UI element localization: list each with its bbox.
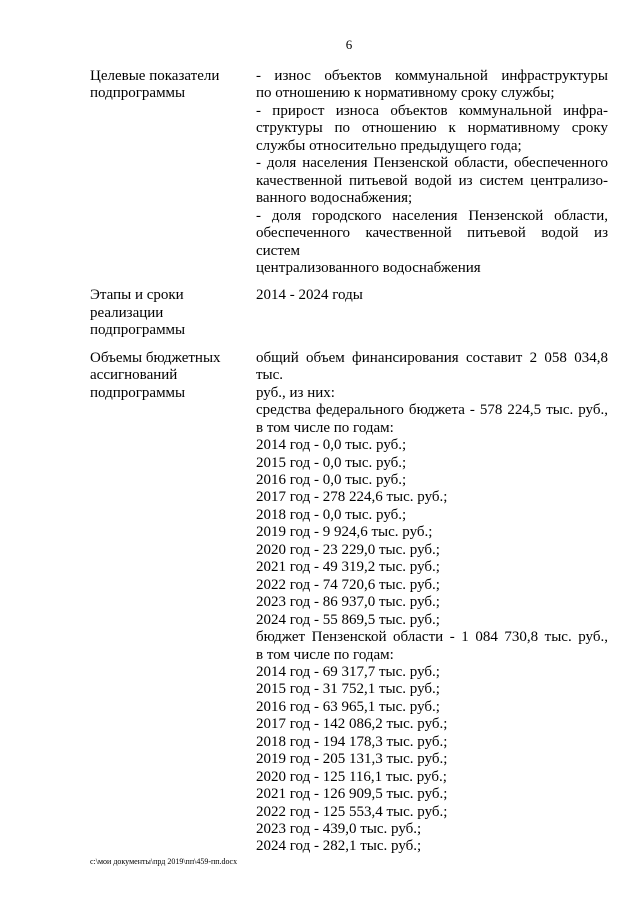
value-line: 2019 год - 9 924,6 тыс. руб.; [256, 524, 433, 541]
value-line: в том числе по годам: [256, 419, 394, 436]
value-line: 2023 год - 86 937,0 тыс. руб.; [256, 594, 440, 611]
value-paragraph [256, 524, 608, 541]
value-paragraph [256, 699, 608, 716]
target-indicators-row [90, 68, 610, 277]
value-paragraph [256, 455, 608, 472]
value-line: 2020 год - 125 116,1 тыс. руб.; [256, 768, 447, 785]
value-line: 2014 - 2024 годы [256, 287, 363, 304]
row-label-line: подпрограммы [90, 384, 186, 401]
row-value [256, 350, 608, 856]
value-paragraph [256, 350, 608, 402]
value-line: 2014 год - 0,0 тыс. руб.; [256, 437, 407, 454]
file-path-footer: c:\мои документы\прд 2019\пп\459-пп.docx [90, 857, 238, 866]
row-label-line: Этапы и сроки [90, 287, 184, 304]
row-label-line: Объемы бюджетных [90, 349, 221, 366]
value-paragraph [256, 559, 608, 576]
value-line: - износ объектов коммунальной инфраструктуры [256, 68, 608, 84]
value-paragraph [256, 734, 608, 751]
value-line: - доля городского населения Пензенской области, [256, 207, 608, 224]
value-paragraph [256, 629, 608, 664]
value-paragraph [256, 577, 608, 594]
page-number: 6 [345, 37, 353, 52]
row-label-line: Целевые показатели [90, 68, 220, 84]
value-paragraph [256, 507, 608, 524]
stages-and-timing-row [90, 287, 610, 339]
value-paragraph [256, 437, 608, 454]
value-paragraph [256, 664, 608, 681]
value-paragraph [256, 103, 608, 155]
value-line: - прирост износа объектов коммунальной инфра- [256, 102, 608, 119]
value-line: структуры по отношению к нормативному сроку [256, 120, 608, 137]
value-paragraph [256, 542, 608, 559]
value-line: общий объем финансирования составит 2 058 034,8 тыс. [256, 349, 608, 384]
value-paragraph [256, 472, 608, 489]
value-line: средства федерального бюджета - 578 224,5 тыс. руб., [256, 402, 608, 419]
value-line: 2021 год - 49 319,2 тыс. руб.; [256, 559, 440, 576]
value-line: 2022 год - 74 720,6 тыс. руб.; [256, 576, 440, 593]
value-line: 2019 год - 205 131,3 тыс. руб.; [256, 751, 448, 768]
row-value [256, 68, 608, 277]
row-label-line: подпрограммы [90, 85, 186, 102]
subprogram-passport-table [90, 68, 610, 866]
row-label [90, 68, 256, 277]
value-paragraph [256, 594, 608, 611]
value-paragraph [256, 489, 608, 506]
value-line: руб., из них: [256, 384, 335, 401]
value-paragraph [256, 838, 608, 855]
value-line: 2015 год - 31 752,1 тыс. руб.; [256, 681, 440, 698]
value-line: бюджет Пензенской области - 1 084 730,8 тыс. руб., [256, 629, 608, 646]
value-line: 2024 год - 282,1 тыс. руб.; [256, 838, 422, 855]
value-line: 2018 год - 194 178,3 тыс. руб.; [256, 733, 448, 750]
value-line: по отношению к нормативному сроку службы; [256, 85, 555, 102]
value-line: 2023 год - 439,0 тыс. руб.; [256, 821, 422, 838]
value-paragraph [256, 786, 608, 803]
value-line: 2021 год - 126 909,5 тыс. руб.; [256, 786, 448, 803]
value-line: 2017 год - 142 086,2 тыс. руб.; [256, 716, 448, 733]
value-paragraph [256, 68, 608, 103]
value-paragraph [256, 751, 608, 768]
value-line: 2016 год - 63 965,1 тыс. руб.; [256, 698, 440, 715]
value-paragraph [256, 155, 608, 207]
value-paragraph [256, 804, 608, 821]
value-paragraph [256, 716, 608, 733]
value-paragraph [256, 287, 608, 304]
row-value [256, 287, 608, 339]
value-line: 2014 год - 69 317,7 тыс. руб.; [256, 663, 440, 680]
value-line: обеспеченного качественной питьевой водой из систем [256, 225, 608, 259]
value-line: - доля населения Пензенской области, обеспеченного [256, 155, 608, 172]
value-line: качественной питьевой водой из систем централизо- [256, 172, 608, 189]
value-paragraph [256, 208, 608, 278]
value-line: ванного водоснабжения; [256, 190, 413, 207]
value-line: 2024 год - 55 869,5 тыс. руб.; [256, 611, 440, 628]
value-paragraph [256, 612, 608, 629]
row-label-line: ассигнований [90, 367, 178, 384]
row-label-line: подпрограммы [90, 322, 186, 339]
budget-allocations-row [90, 350, 610, 856]
value-line: службы относительно предыдущего года; [256, 137, 522, 154]
value-paragraph [256, 402, 608, 437]
value-paragraph [256, 769, 608, 786]
value-line: 2015 год - 0,0 тыс. руб.; [256, 454, 407, 471]
row-label [90, 287, 256, 339]
value-line: 2016 год - 0,0 тыс. руб.; [256, 471, 407, 488]
value-line: в том числе по годам: [256, 646, 394, 663]
value-paragraph [256, 681, 608, 698]
value-line: централизованного водоснабжения [256, 259, 481, 276]
value-line: 2020 год - 23 229,0 тыс. руб.; [256, 541, 440, 558]
value-line: 2018 год - 0,0 тыс. руб.; [256, 506, 407, 523]
value-line: 2022 год - 125 553,4 тыс. руб.; [256, 803, 448, 820]
value-paragraph [256, 821, 608, 838]
value-line: 2017 год - 278 224,6 тыс. руб.; [256, 489, 448, 506]
row-label-line: реализации [90, 304, 164, 321]
row-label [90, 350, 256, 856]
